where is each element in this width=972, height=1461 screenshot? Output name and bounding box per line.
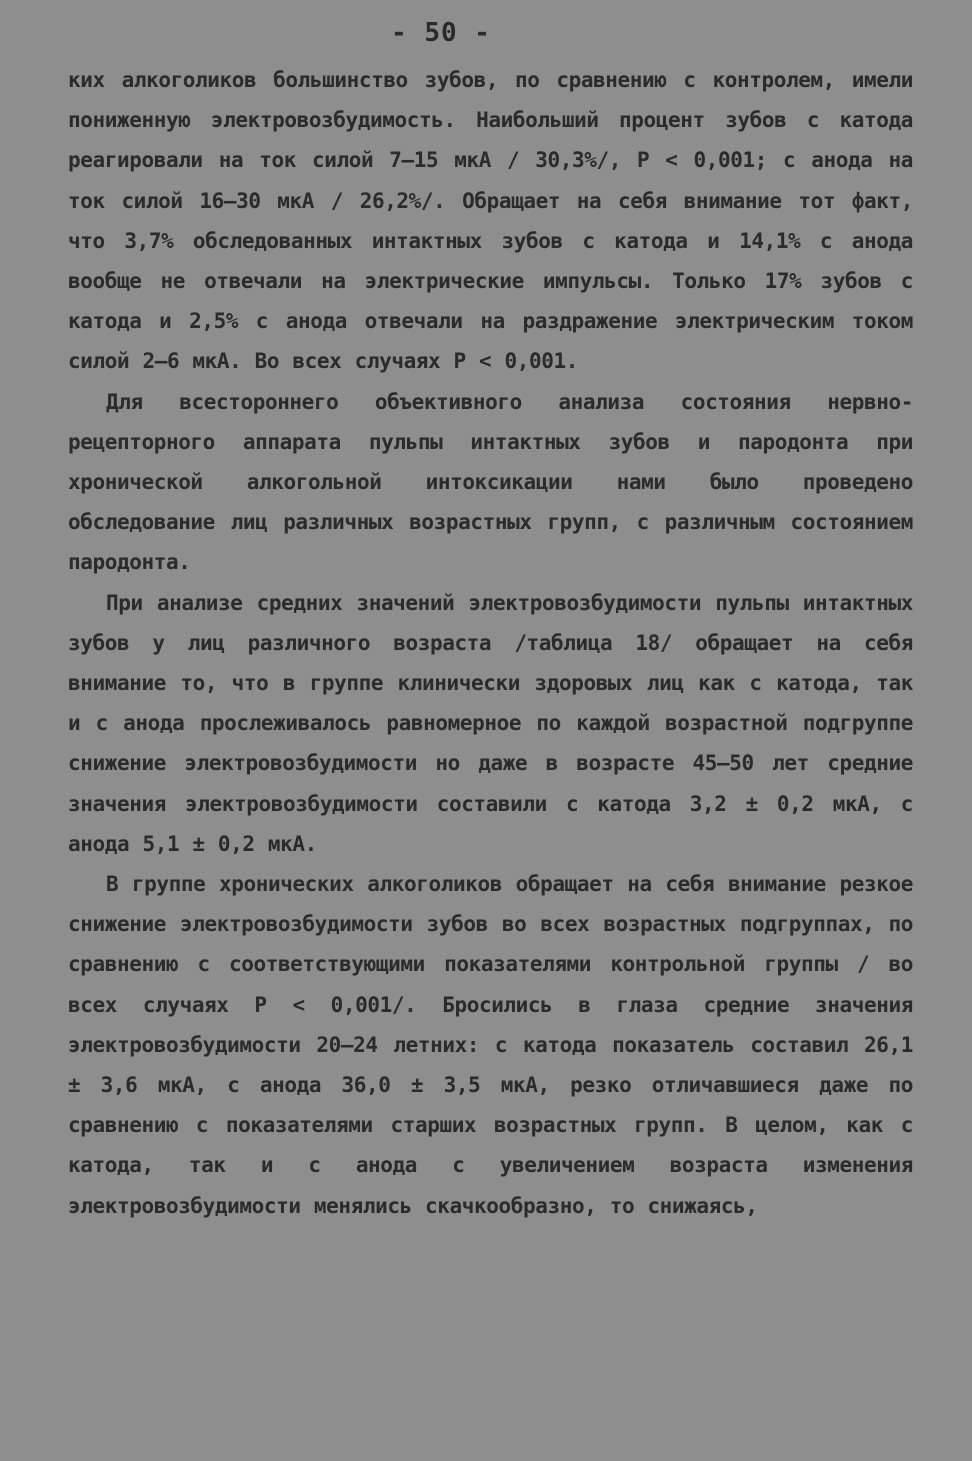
paragraph: В группе хронических алкоголиков обращает на себя внимание резкое снижение электровозбудимости зубов во всех возрастных подгруппах, по сравнению с соответствующими показателями контрольной группы / во всех случаях Р < 0,001/. Бросились в глаза средние значения электровозбудимости 20–24 летних: с катода показатель составил 26,1 ± 3,6 мкА, с анода 36,0 ± 3,5 мкА, резко отличавшиеся даже по сравнению с показателями старших возрастных групп. В целом, как с катода, так и с анода с увеличением возраста изменения электровозбудимости менялись скачкообразно, то снижаясь,	[68, 872, 913, 1218]
paragraph: При анализе средних значений электровозбудимости пульпы интактных зубов у лиц различного возраста /таблица 18/ обращает на себя внимание то, что в группе клинически здоровых лиц как с катода, так и с анода прослеживалось равномерное по каждой возрастной подгруппе снижение электровозбудимости но даже в возрасте 45–50 лет средние значения электровозбудимости составили с катода 3,2 ± 0,2 мкА, с анода 5,1 ± 0,2 мкА.	[68, 590, 913, 856]
page-number: - 50 -	[391, 18, 491, 48]
paragraph: Для всестороннего объективного анализа состояния нервно-рецепторного аппарата пульпы интактных зубов и пародонта при хронической алкогольной интоксикации нами было проведено обследование лиц различных возрастных групп, с различным состоянием пародонта.	[68, 389, 913, 575]
body-text	[68, 60, 913, 1226]
paragraph-continuation: ких алкоголиков большинство зубов, по сравнению с контролем, имели пониженную электровозбудимость. Наибольший процент зубов с катода реагировали на ток силой 7–15 мкА / 30,3%/, Р < 0,001; с анода на ток силой 16–30 мкА / 26,2%/. Обращает на себя внимание тот факт, что 3,7% обследованных интактных зубов с катода и 14,1% с анода вообще не отвечали на электрические импульсы. Только 17% зубов с катода и 2,5% с анода отвечали на раздражение электрическим током силой 2–6 мкА. Во всех случаях Р < 0,001.	[68, 68, 913, 374]
